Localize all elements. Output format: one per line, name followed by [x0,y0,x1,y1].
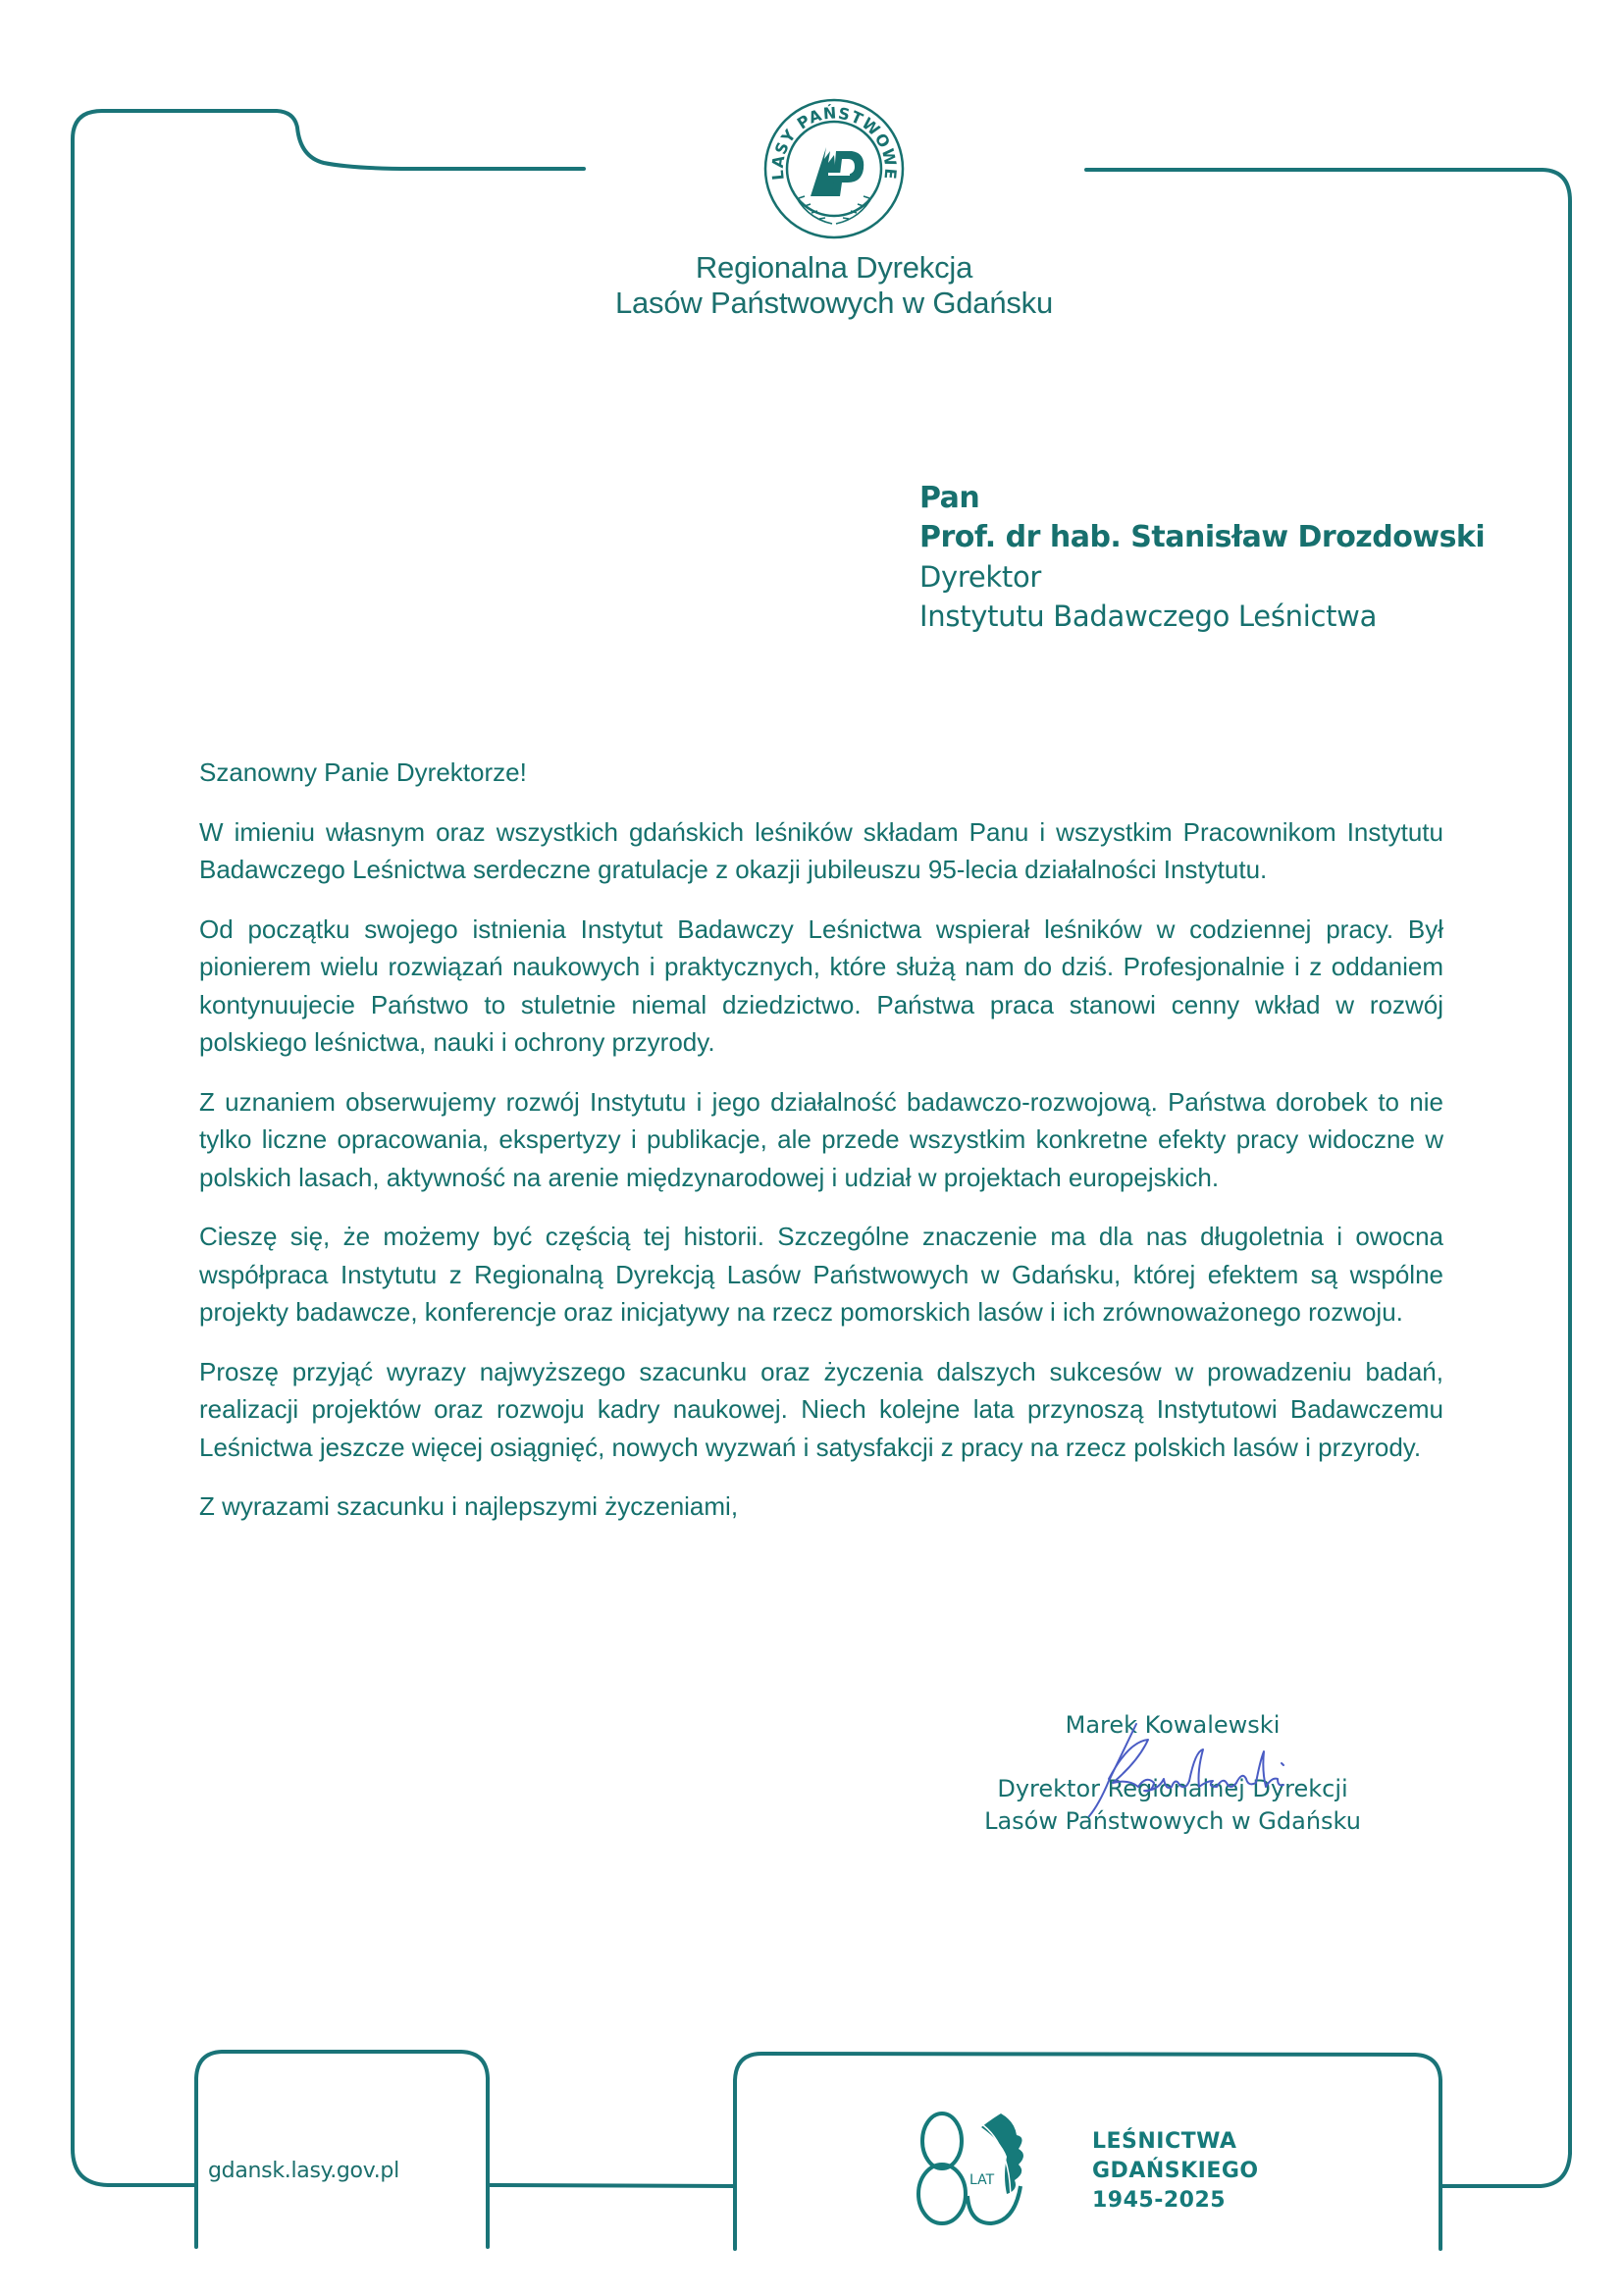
footer-box-right [735,2054,1440,2249]
org-name-line2: Lasów Państwowych w Gdańsku [614,286,1054,320]
recipient-address [919,479,1485,636]
paragraph-cooperation: Cieszę się, że możemy być częścią tej historii. Szczególne znaczenie ma dla nas długoletnia i owocna współpraca Instytutu z Regionalną Dyrekcją Lasów Państwowych w Gdańsku, której efektem są wspólne projekty badawcze, konferencje oraz inicjatywy na rzecz pomorskich lasów i ich zrównoważonego rozwoju. [199,1222,1443,1327]
website-url-link[interactable]: gdansk.lasy.gov.pl [208,2159,399,2183]
jubilee-text [1092,2127,1259,2216]
paragraph-wishes: Proszę przyjąć wyrazy najwyższego szacunku oraz życzenia dalszych sukcesów w prowadzeniu badań, realizacji projektów oraz rozwoju kadry naukowej. Niech kolejne lata przynoszą Instytutowi Badawczemu Leśnictwa jeszcze więcej osiągnięć, nowych wyzwań i satysfakcji z pracy na rzecz polskich lasów i przyrody. [199,1356,1443,1462]
jubilee-line2: GDAŃSKIEGO [1092,2159,1259,2183]
signatory-title-line1: Dyrektor Regionalnej Dyrekcji [997,1775,1348,1802]
jubilee-years: 1945-2025 [1092,2188,1227,2213]
recipient-institution: Instytutu Badawczego Leśnictwa [919,600,1378,633]
recipient-name: Prof. dr hab. Stanisław Drozdowski [919,520,1486,554]
salutation: Szanowny Panie Dyrektorze! [199,757,527,787]
recipient-position: Dyrektor [919,560,1042,594]
closing: Z wyrazami szacunku i najlepszymi życzeniami, [199,1491,739,1521]
paragraph-congratulations: W imieniu własnym oraz wszystkich gdańskich leśników składam Panu i wszystkim Pracownikom Instytutu Badawczego Leśnictwa serdeczne gratulacje z okazji jubileuszu 95-lecia działalności Instytutu. [199,816,1443,884]
footer-box-left [196,2052,488,2247]
jubilee-lat-label: LAT [969,2172,995,2188]
signatory-name: Marek Kowalewski [1065,1711,1281,1739]
footer-connector [488,2185,735,2186]
organization-name [491,250,1178,321]
recipient-honorific: Pan [919,481,980,515]
jubilee-line1: LEŚNICTWA [1092,2129,1237,2154]
letter-body [199,754,1443,1547]
lasy-panstwowe-logo-icon [756,90,913,247]
org-name-line1: Regionalna Dyrekcja [695,250,973,285]
80-years-jubilee-logo-icon [913,2108,1079,2225]
signatory-title-line2: Lasów Państwowych w Gdańsku [984,1807,1361,1835]
frame-bottom-left [73,2149,195,2185]
logo-ring-text: LASY PAŃSTWOWE [767,103,901,182]
handwritten-signature-icon [1070,1722,1295,1820]
paragraph-history: Od początku swojego istnienia Instytut Badawczy Leśnictwa wspierał leśników w codziennej pracy. Był pionierem wielu rozwiązań naukowych i praktycznych, które służą nam do dziś. Profesjonalnie i z oddaniem kontynuujecie Państwo to stuletnie niemal dziedzictwo. Państwa praca stanowi cenny wkład w rozwój polskiego leśnictwa, nauki i ochrony przyrody. [199,913,1443,1057]
paragraph-achievements: Z uznaniem obserwujemy rozwój Instytutu i jego działalność badawczo-rozwojową. Państwa dorobek to nie tylko liczne opracowania, ekspertyzy i publikacje, ale przede wszystkim konkretne efekty pracy widoczne w polskich lasach, aktywność na arenie międzynarodowej i udział w projektach europejskich. [199,1086,1443,1192]
